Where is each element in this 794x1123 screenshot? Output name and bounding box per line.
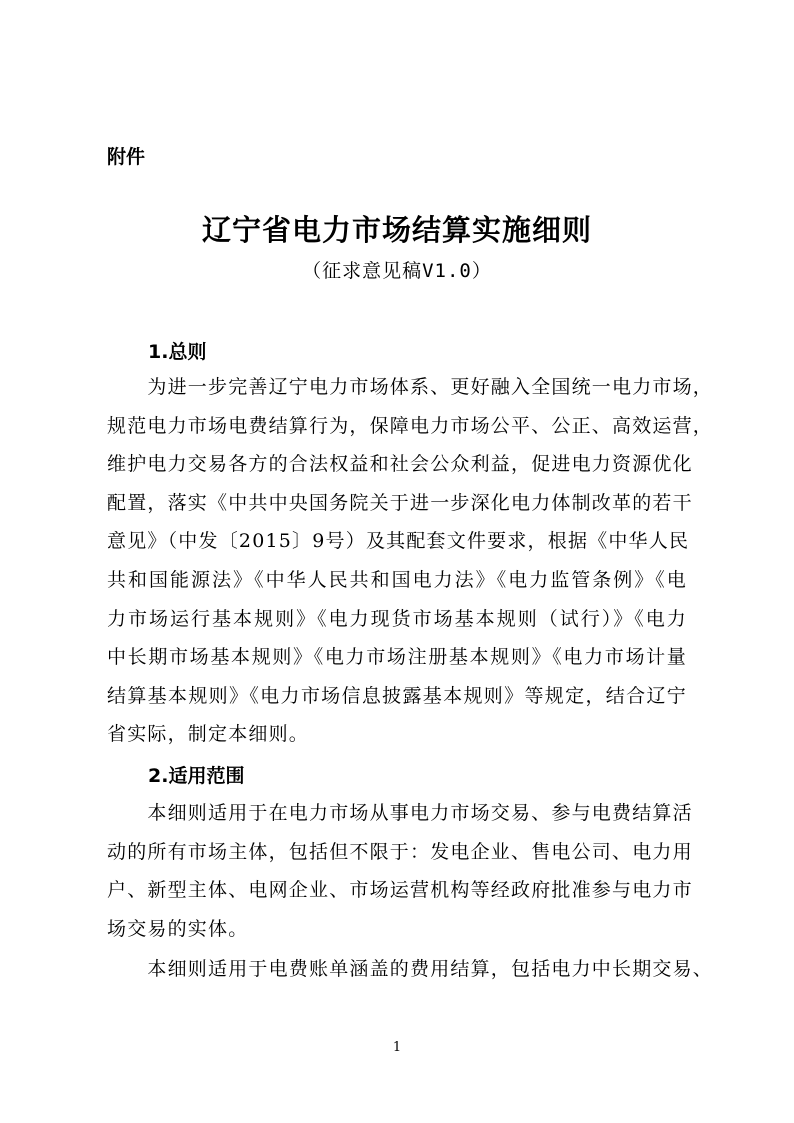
page-number: 1 [392, 1040, 402, 1055]
paragraph-line: 户、新型主体、电网企业、市场运营机构等经政府批准参与电力市 [107, 879, 693, 902]
paragraph-line: 结算基本规则》《电力市场信息披露基本规则》等规定，结合辽宁 [107, 684, 687, 707]
paragraph-line: 为进一步完善辽宁电力市场体系、更好融入全国统一电力市场， [107, 376, 714, 398]
paragraph-line: 本细则适用于电费账单涵盖的费用结算，包括电力中长期交易、 [107, 958, 714, 980]
paragraph-line: 配置，落实《中共中央国务院关于进一步深化电力体制改革的若干 [107, 491, 693, 514]
paragraph-line: 动的所有市场主体，包括但不限于：发电企业、售电公司、电力用 [107, 840, 693, 863]
document-title: 辽宁省电力市场结算实施细则 [201, 213, 592, 247]
paragraph-scope-1 [107, 794, 693, 948]
paragraph-scope-2 [107, 950, 714, 989]
section-heading-scope: 2.适用范围 [148, 765, 245, 787]
paragraph-line: 中长期市场基本规则》《电力市场注册基本规则》《电力市场计量 [107, 646, 687, 669]
document-subtitle: （征求意见稿V1.0） [302, 260, 492, 282]
paragraph-line: 维护电力交易各方的合法权益和社会公众利益，促进电力资源优化 [107, 453, 693, 476]
paragraph-line: 规范电力市场电费结算行为，保障电力市场公平、公正、高效运营， [107, 414, 714, 437]
attachment-label: 附件 [107, 146, 146, 168]
paragraph-line: 意见》（中发〔2015〕9号）及其配套文件要求，根据《中华人民 [107, 530, 690, 553]
paragraph-line: 省实际，制定本细则。 [107, 723, 310, 746]
paragraph-line: 共和国能源法》《中华人民共和国电力法》《电力监管条例》《电 [107, 568, 687, 591]
paragraph-line: 场交易的实体。 [107, 917, 249, 940]
paragraph-general [107, 368, 714, 754]
paragraph-line: 力市场运行基本规则》《电力现货市场基本规则（试行）》《电力 [107, 607, 687, 630]
paragraph-line: 本细则适用于在电力市场从事电力市场交易、参与电费结算活 [107, 802, 693, 824]
section-heading-general: 1.总则 [148, 341, 207, 363]
